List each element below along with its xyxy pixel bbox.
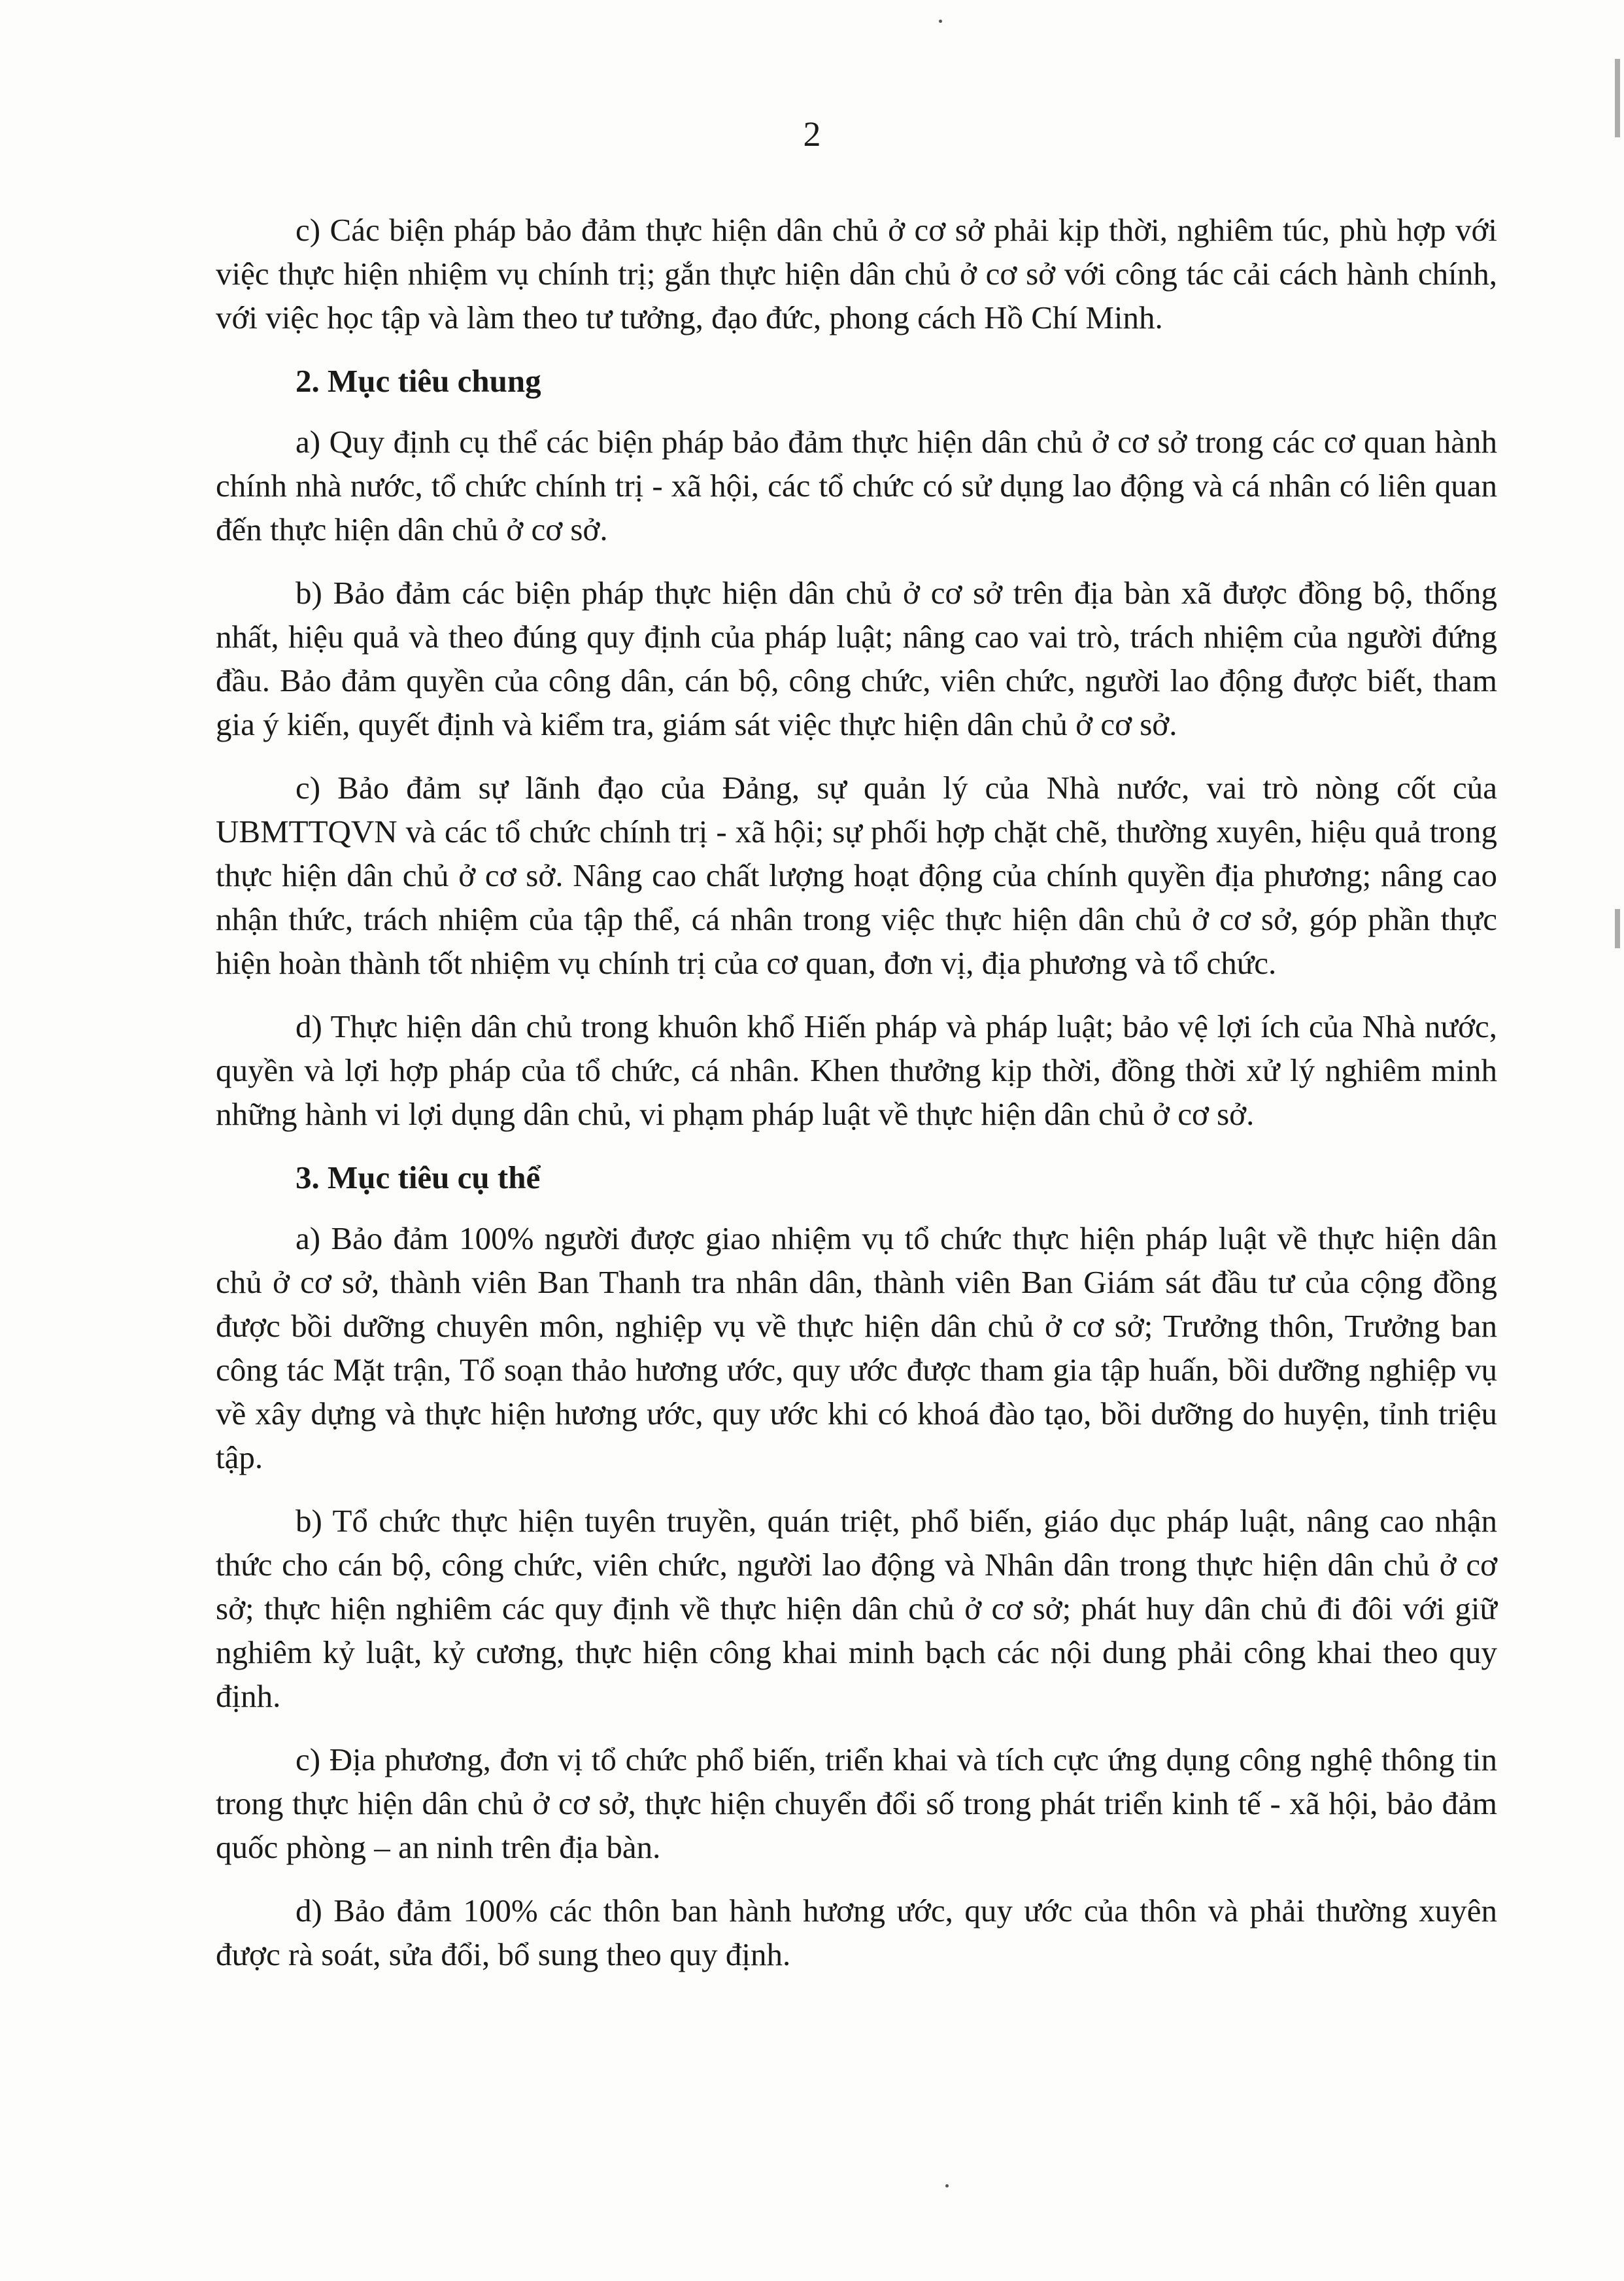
paragraph-3d: d) Bảo đảm 100% các thôn ban hành hương ước, quy ước của thôn và phải thường xuyên được rà soát, sửa đổi, bổ sung theo quy định. (216, 1893, 1497, 1972)
scan-speck (945, 2184, 949, 2187)
section-heading-general-objectives: 2. Mục tiêu chung (296, 363, 541, 399)
paragraph-2c: c) Bảo đảm sự lãnh đạo của Đảng, sự quản lý của Nhà nước, vai trò nòng cốt của UBMTTQVN và các tổ chức chính trị - xã hội; sự phối hợp chặt chẽ, thường xuyên, hiệu quả trong thực hiện dân chủ ở cơ sở. Nâng cao chất lượng hoạt động của chính quyền địa phương; nâng cao nhận thức, trách nhiệm của tập thể, cá nhân trong việc thực hiện dân chủ ở cơ sở, góp phần thực hiện hoàn thành tốt nhiệm vụ chính trị của cơ quan, đơn vị, địa phương và tổ chức. (216, 770, 1497, 981)
paragraph-2b: b) Bảo đảm các biện pháp thực hiện dân chủ ở cơ sở trên địa bàn xã được đồng bộ, thống nhất, hiệu quả và theo đúng quy định của pháp luật; nâng cao vai trò, trách nhiệm của người đứng đầu. Bảo đảm quyền của công dân, cán bộ, công chức, viên chức, người lao động được biết, tham gia ý kiến, quyết định và kiểm tra, giám sát việc thực hiện dân chủ ở cơ sở. (216, 575, 1497, 742)
paragraph-2a: a) Quy định cụ thể các biện pháp bảo đảm thực hiện dân chủ ở cơ sở trong các cơ quan hành chính nhà nước, tổ chức chính trị - xã hội, các tổ chức có sử dụng lao động và cá nhân có liên quan đến thực hiện dân chủ ở cơ sở. (216, 424, 1497, 547)
page-number: 2 (803, 114, 821, 154)
paragraph-1c-measures: c) Các biện pháp bảo đảm thực hiện dân chủ ở cơ sở phải kịp thời, nghiêm túc, phù hợp với việc thực hiện nhiệm vụ chính trị; gắn thực hiện dân chủ ở cơ sở với công tác cải cách hành chính, với việc học tập và làm theo tư tưởng, đạo đức, phong cách Hồ Chí Minh. (216, 212, 1497, 335)
paragraph-3c: c) Địa phương, đơn vị tổ chức phổ biến, triển khai và tích cực ứng dụng công nghệ thông tin trong thực hiện dân chủ ở cơ sở, thực hiện chuyển đổi số trong phát triển kinh tế - xã hội, bảo đảm quốc phòng – an ninh trên địa bàn. (216, 1741, 1497, 1865)
paragraph-2d: d) Thực hiện dân chủ trong khuôn khổ Hiến pháp và pháp luật; bảo vệ lợi ích của Nhà nước, quyền và lợi hợp pháp của tổ chức, cá nhân. Khen thưởng kịp thời, đồng thời xử lý nghiêm minh những hành vi lợi dụng dân chủ, vi phạm pháp luật về thực hiện dân chủ ở cơ sở. (216, 1008, 1497, 1132)
document-body (216, 208, 1497, 1996)
scan-speck (939, 20, 942, 23)
section-heading-specific-objectives: 3. Mục tiêu cụ thể (296, 1159, 541, 1195)
scan-edge-mark (1615, 909, 1620, 948)
paragraph-3b: b) Tổ chức thực hiện tuyên truyền, quán triệt, phổ biến, giáo dục pháp luật, nâng cao nhận thức cho cán bộ, công chức, viên chức, người lao động và Nhân dân trong thực hiện dân chủ ở cơ sở; thực hiện nghiêm các quy định về thực hiện dân chủ ở cơ sở; phát huy dân chủ đi đôi với giữ nghiêm kỷ luật, kỷ cương, thực hiện công khai minh bạch các nội dung phải công khai theo quy định. (216, 1503, 1497, 1714)
paragraph-3a: a) Bảo đảm 100% người được giao nhiệm vụ tổ chức thực hiện pháp luật về thực hiện dân chủ ở cơ sở, thành viên Ban Thanh tra nhân dân, thành viên Ban Giám sát đầu tư của cộng đồng được bồi dưỡng chuyên môn, nghiệp vụ về thực hiện dân chủ ở cơ sở; Trưởng thôn, Trưởng ban công tác Mặt trận, Tổ soạn thảo hương ước, quy ước được tham gia tập huấn, bồi dưỡng nghiệp vụ về xây dựng và thực hiện hương ước, quy ước khi có khoá đào tạo, bồi dưỡng do huyện, tỉnh triệu tập. (216, 1220, 1497, 1475)
